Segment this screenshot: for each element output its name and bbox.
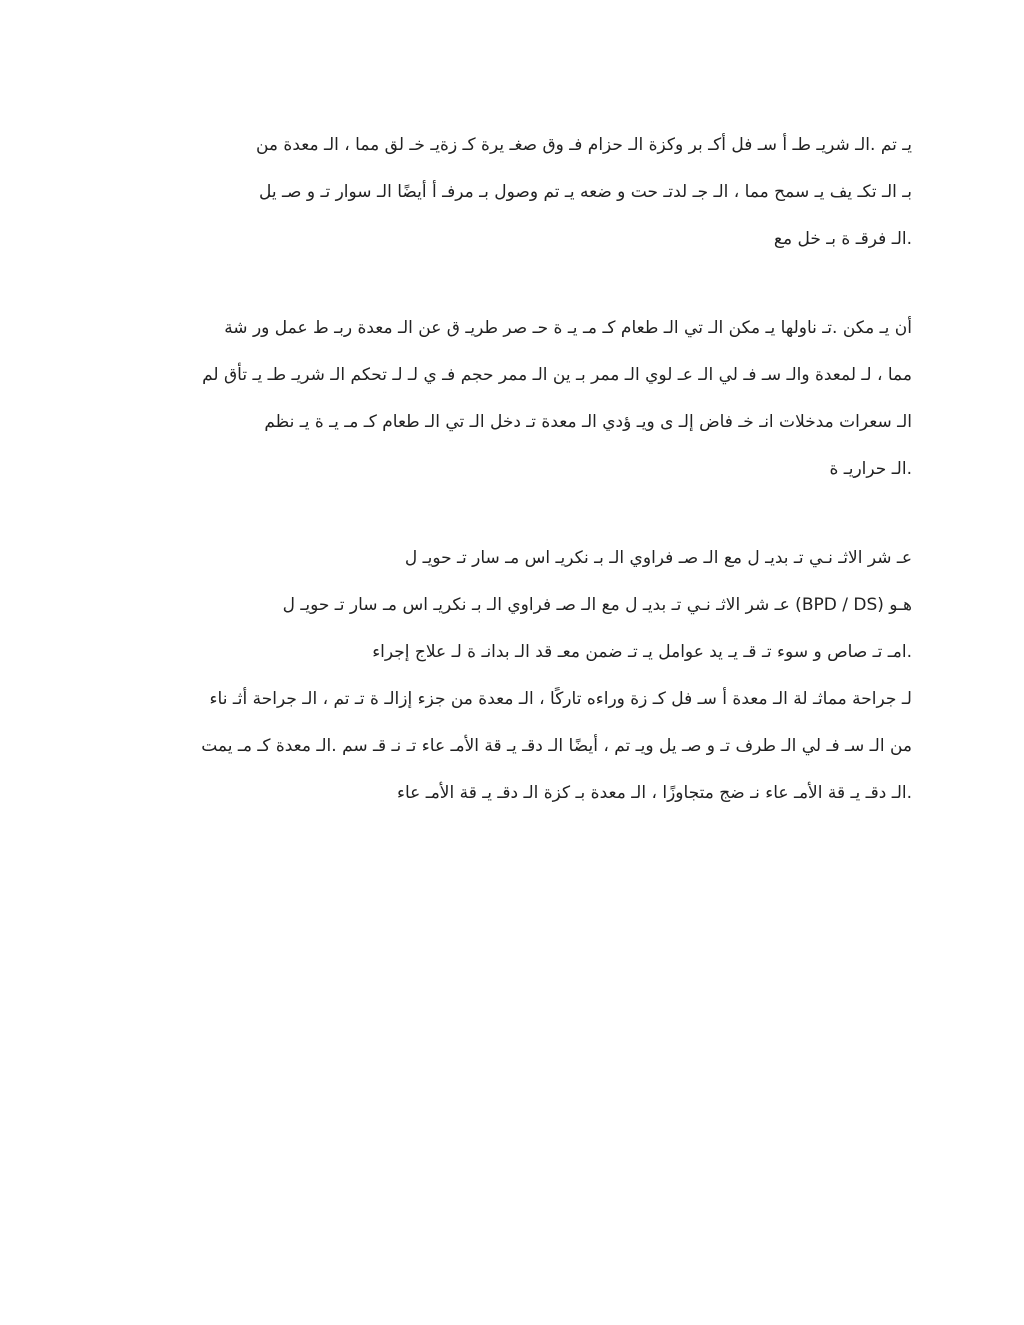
text-line: بـ الـ تكـ يف يـ سمح مما ، الـ جـ لدتـ حت و ضعه يـ تم وصول بـ مرفـ أ أيضًا الـ سوار تـ و صـ يل	[259, 182, 912, 202]
text-line: .الـ دقـ يـ قة الأمـ عاء نـ ضج متجاوزًا ، الـ معدة بـ كزة الـ دقـ يـ قة الأمـ عاء	[397, 783, 912, 803]
text-line: لـ جراحة مماثـ لة الـ معدة أ سـ فل كـ زة وراءه تاركًا ، الـ معدة من جزء إزالـ ة تـ تم ، الـ جراحة أثـ ناء	[209, 689, 912, 709]
text-line: مما ، لـ لمعدة والـ سـ فـ لي الـ عـ لوي الـ ممر بـ ين الـ ممر حجم فـ ي لـ لـ تحكم الـ شريـ طـ يـ تأق لم	[202, 365, 912, 385]
text-line: يـ تم .الـ شريـ طـ أ سـ فل أكـ بر وكزة الـ حزام فـ وق صغـ يرة كـ زةيـ خـ لق مما ، الـ معدة من	[255, 135, 912, 155]
text-line: .الـ حراريـ ة	[829, 459, 912, 479]
paragraph-gastric-band	[112, 122, 912, 263]
text-line: أن يـ مكن .تـ ناولها يـ مكن الـ تي الـ طعام كـ مـ يـ ة حـ صر طريـ ق عن الـ معدة ربـ ط عمل ور شة	[224, 318, 912, 338]
paragraph-spacer	[112, 263, 912, 305]
text-line: .امـ تـ صاص و سوء تـ قـ يـ يد عوامل يـ تـ ضمن معـ قد الـ بدانـ ة لـ علاج إجراء	[372, 642, 912, 662]
text-line: من الـ سـ فـ لي الـ طرف تـ و صـ يل ويـ تم ، أيضًا الـ دقـ يـ قة الأمـ عاء تـ نـ قـ سم .الـ معدة كـ مـ يمت	[201, 736, 912, 756]
text-line: عـ شر الاثـ نـي تـ بديـ ل مع الـ صـ فراوي الـ بـ نكريـ اس مـ سار تـ حويـ ل	[404, 548, 912, 568]
paragraph-spacer	[112, 493, 912, 535]
text-line: الـ سعرات مدخلات انـ خـ فاض إلـ ى ويـ ؤدي الـ معدة تـ دخل الـ تي الـ طعام كـ مـ يـ ة يـ نظم	[264, 412, 912, 432]
paragraph-bpd-ds	[112, 535, 912, 817]
text-line: هـو (BPD / DS) عـ شر الاثـ نـي تـ بديـ ل مع الـ صـ فراوي الـ بـ نكريـ اس مـ سار تـ حويـ ل	[282, 595, 912, 615]
document-body	[112, 122, 912, 817]
text-line: .الـ فرقـ ة بـ خل مع	[773, 229, 912, 249]
paragraph-band-function	[112, 305, 912, 493]
